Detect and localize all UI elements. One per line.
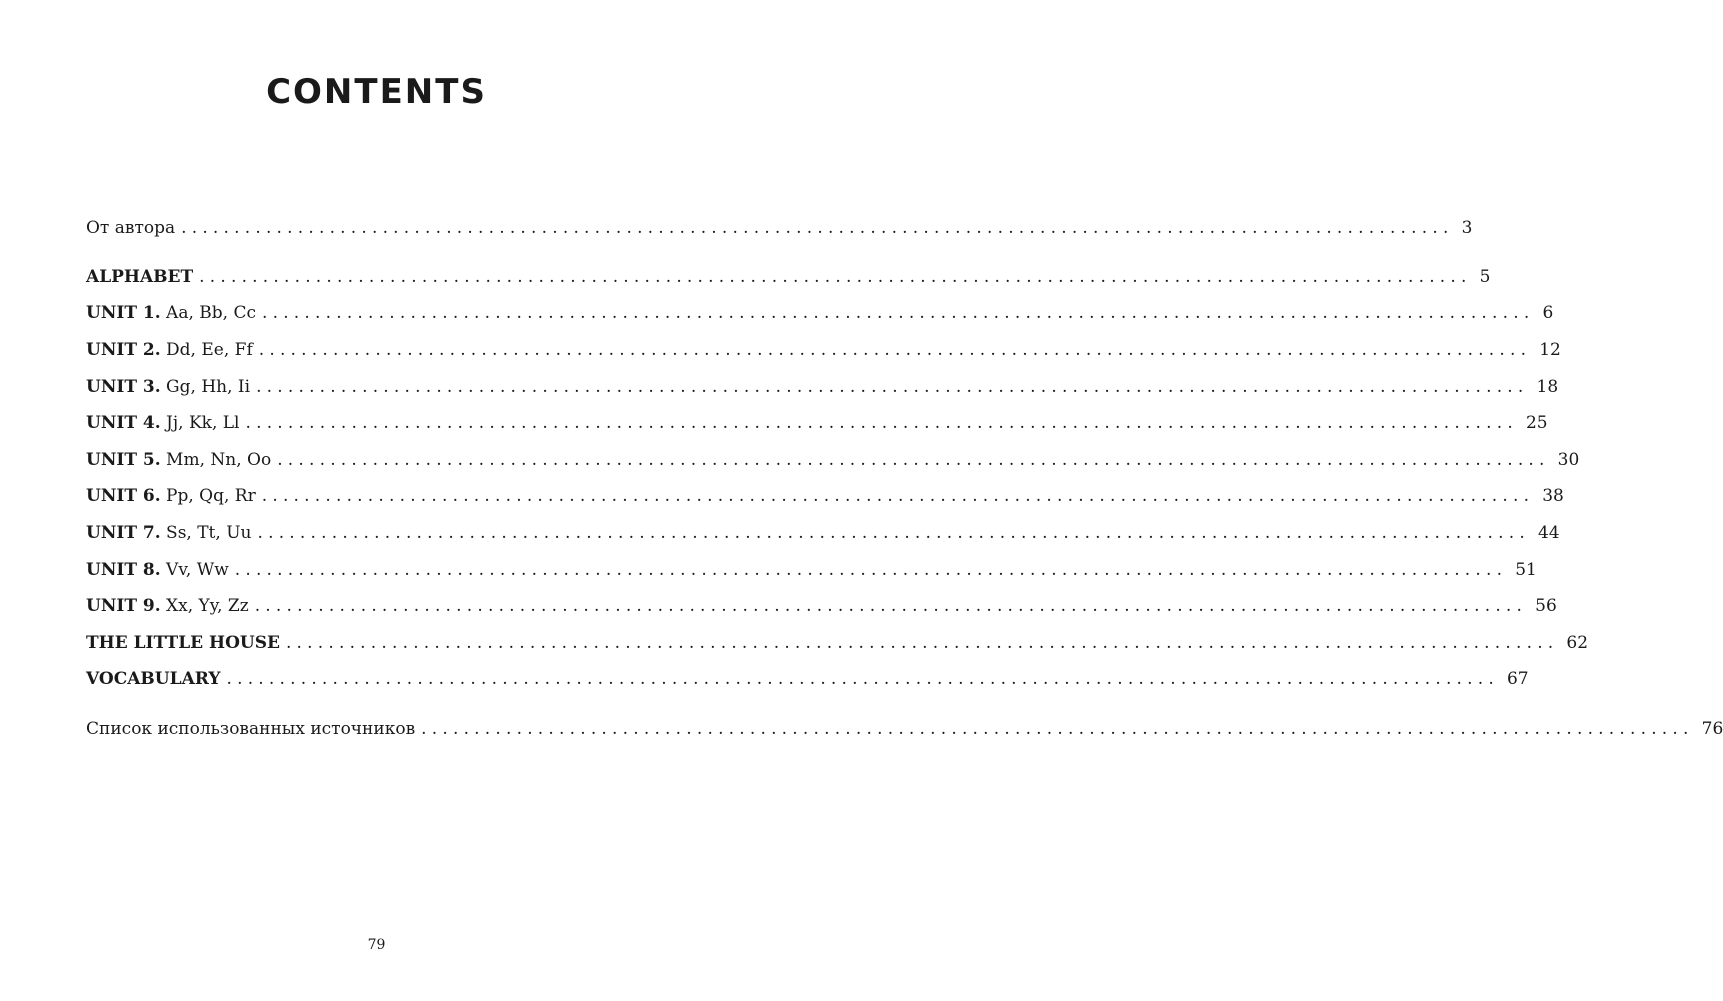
toc-entry-page: 51: [1515, 560, 1537, 580]
toc-entry-page: 44: [1537, 523, 1560, 543]
dot-leader: ........................................................................................................................: [245, 413, 1518, 433]
toc-entry-sources: [86, 711, 1723, 747]
toc-entry-label: VOCABULARY: [86, 669, 221, 689]
toc-entry-page: 67: [1506, 669, 1529, 689]
toc-entry-unit-6: [86, 478, 1564, 514]
toc-entry-page: 38: [1542, 486, 1564, 506]
dot-leader: ........................................................................................................................: [421, 719, 1694, 739]
dot-leader: ........................................................................................................................: [226, 669, 1499, 689]
toc-entry-little-house: [86, 625, 1589, 661]
toc-entry-label: Список использованных источников: [86, 719, 416, 739]
toc-entry-label: UNIT 2. Dd, Ee, Ff: [86, 340, 253, 360]
toc-entry-label: THE LITTLE HOUSE: [86, 633, 280, 653]
toc-entry-page: 62: [1566, 633, 1589, 653]
toc-entry-page: 30: [1557, 450, 1580, 470]
page-title: CONTENTS: [266, 72, 487, 112]
toc-entry-label: UNIT 9. Xx, Yy, Zz: [86, 596, 249, 616]
dot-leader: ........................................................................................................................: [261, 303, 1535, 323]
toc-entry-page: 5: [1479, 267, 1491, 287]
toc-entry-vocabulary: [86, 661, 1529, 697]
toc-entry-label: UNIT 5. Mm, Nn, Oo: [86, 450, 272, 470]
dot-leader: ........................................................................................................................: [181, 218, 1454, 238]
toc-entry-unit-8: [86, 552, 1537, 588]
toc-entry-page: 12: [1539, 340, 1561, 360]
toc-entry-unit-4: [86, 405, 1548, 441]
toc-entry-page: 76: [1701, 719, 1723, 739]
toc-entry-unit-2: [86, 332, 1561, 368]
toc-entry-label: UNIT 3. Gg, Hh, Ii: [86, 377, 251, 397]
toc-entry-page: 56: [1535, 596, 1557, 616]
dot-leader: ........................................................................................................................: [254, 596, 1528, 616]
dot-leader: ........................................................................................................................: [285, 633, 1559, 653]
toc-entry-page: 3: [1461, 218, 1473, 238]
toc-entry-label: От автора: [86, 218, 176, 238]
dot-leader: ........................................................................................................................: [199, 267, 1472, 287]
dot-leader: ........................................................................................................................: [258, 340, 1532, 360]
dot-leader: ........................................................................................................................: [257, 523, 1530, 543]
toc-entry-unit-5: [86, 442, 1580, 478]
toc-entry-unit-3: [86, 369, 1559, 405]
toc-entry-unit-7: [86, 515, 1560, 551]
toc-entry-label: UNIT 8. Vv, Ww: [86, 560, 229, 580]
toc-entry-label: UNIT 6. Pp, Qq, Rr: [86, 486, 256, 506]
toc-entry-alphabet: [86, 259, 1491, 295]
toc-entry-page: 25: [1525, 413, 1548, 433]
toc-entry-label: ALPHABET: [86, 267, 194, 287]
dot-leader: ........................................................................................................................: [234, 560, 1508, 580]
dot-leader: ........................................................................................................................: [277, 450, 1550, 470]
toc-entry-unit-1: [86, 295, 1554, 331]
page-number: 79: [367, 937, 386, 953]
toc-entry-page: 18: [1536, 377, 1559, 397]
dot-leader: ........................................................................................................................: [256, 377, 1529, 397]
toc-entry-unit-9: [86, 588, 1557, 624]
toc-entry-label: UNIT 7. Ss, Tt, Uu: [86, 523, 252, 543]
toc-entry-label: UNIT 4. Jj, Kk, Ll: [86, 413, 240, 433]
toc-entry-label: UNIT 1. Aa, Bb, Cc: [86, 303, 256, 323]
toc-entry-page: 6: [1542, 303, 1554, 323]
dot-leader: ........................................................................................................................: [261, 486, 1535, 506]
toc-entry-author: [86, 210, 1473, 246]
